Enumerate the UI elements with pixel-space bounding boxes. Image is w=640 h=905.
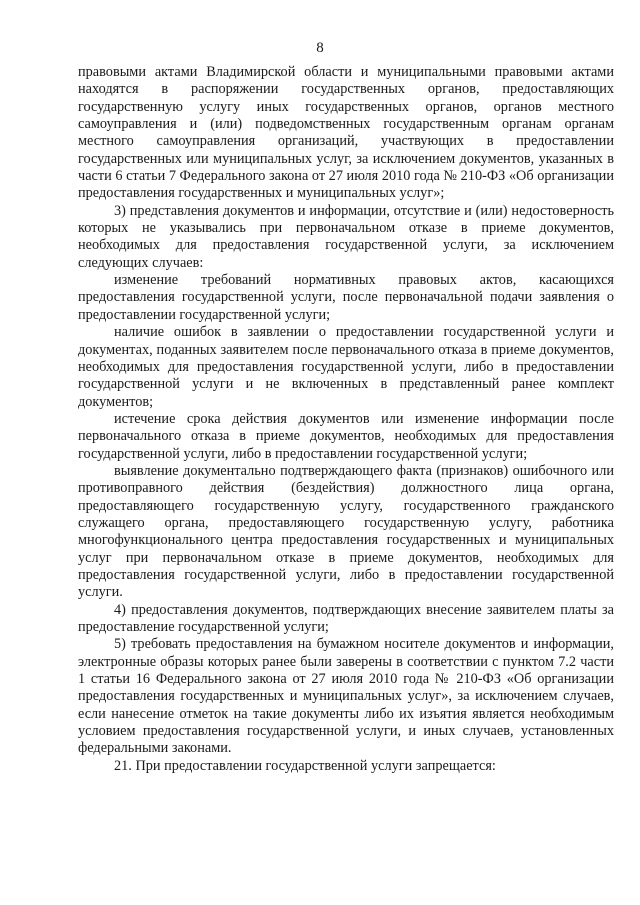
paragraph-item-3: 3) представления документов и информации, отсутствие и (или) недостоверность которых не указывались при первоначальном отказе в приеме документов, необходимых для предоставления государственной услуги, за исключением следующих случаев: (78, 202, 614, 271)
page-number: 8 (316, 40, 324, 56)
paragraph-exception-errors: наличие ошибок в заявлении о предоставлении государственной услуги и документах, поданных заявителем после первоначального отказа в приеме документов, необходимых для предоставления государственной услуги, либо в предоставлении государственной услуги и не включенных в представленный ранее комплект документов; (78, 324, 614, 410)
paragraph-exception-misconduct: выявление документально подтверждающего факта (признаков) ошибочного или противоправного действия (бездействия) должностного лица органа, предоставляющего государственную услугу, государственного гражданского служащего органа, предоставляющего государственную услугу, работника многофункционального центра предоставления государственных и муниципальных услуг при первоначальном отказе в приеме документов, необходимых для предоставления государственной услуги, либо в предоставлении государственной услуги. (78, 462, 614, 601)
paragraph-exception-requirements-change: изменение требований нормативных правовых актов, касающихся предоставления государственной услуги, после первоначальной подачи заявления о предоставлении государственной услуги; (78, 272, 614, 323)
paragraph-item-5: 5) требовать предоставления на бумажном носителе документов и информации, электронные образы которых ранее были заверены в соответствии с пунктом 7.2 части 1 статьи 16 Федерального закона от 27 июля 2010 года № 210-ФЗ «Об организации предоставления государственных и муниципальных услуг», за исключением случаев, если нанесение отметок на такие документы либо их изъятия является необходимым условием предоставления государственной услуги, и иных случаев, установленных федеральными законами. (78, 636, 614, 757)
paragraph-continuation: правовыми актами Владимирской области и муниципальными правовыми актами находятся в распоряжении государственных органов, предоставляющих государственную услугу иных государственных органов, органов местного самоуправления и (или) подведомственных государственным органам органам местного самоуправления организаций, участвующих в предоставлении государственных или муниципальных услуг, за исключением документов, указанных в части 6 статьи 7 Федерального закона от 27 июля 2010 года № 210-ФЗ «Об организации предоставления государственных и муниципальных услуг»; (78, 64, 614, 202)
document-body (78, 64, 614, 775)
paragraph-item-4: 4) предоставления документов, подтверждающих внесение заявителем платы за предоставление государственной услуги; (78, 601, 614, 635)
paragraph-section-21: 21. При предоставлении государственной услуги запрещается: (114, 757, 496, 774)
paragraph-exception-expiry: истечение срока действия документов или изменение информации после первоначального отказа в приеме документов, необходимых для предоставления государственной услуги, либо в предоставлении государственной услуги; (78, 410, 614, 462)
